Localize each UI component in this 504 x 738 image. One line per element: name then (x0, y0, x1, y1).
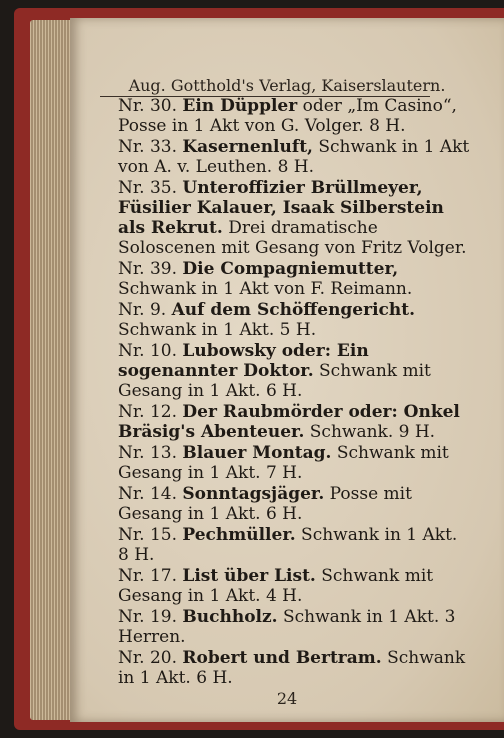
entry-description: Schwank mit Gesang in 1 Akt. 4 H. (118, 566, 434, 606)
entry-number: Nr. 20. (118, 648, 177, 668)
entry-title: Lubowsky oder: Ein sogenannter Doktor. (118, 341, 369, 381)
entry-number: Nr. 30. (118, 96, 177, 116)
entry-title: Unteroffizier Brüllmeyer, Füsilier Kalauer, Isaak Silberstein als Rekrut. (118, 178, 444, 238)
catalog-entry (118, 525, 470, 565)
entry-title: Robert und Bertram. (182, 648, 382, 668)
entry-title: List über List. (182, 566, 316, 586)
entry-description: Schwank in 1 Akt. 5 H. (118, 320, 317, 340)
running-header: Aug. Gotthold's Verlag, Kaiserslautern. (128, 76, 446, 95)
entry-title: Die Compagniemutter, (182, 259, 399, 279)
entry-number: Nr. 19. (118, 607, 177, 627)
entry-description: Schwank in 1 Akt. 3 Herren. (118, 607, 456, 647)
entry-description: Schwank mit Gesang in 1 Akt. 7 H. (118, 443, 449, 483)
entry-title: Kasernenluft, (182, 137, 313, 157)
entry-title: Buchholz. (182, 607, 278, 627)
catalog-entry (118, 607, 470, 647)
catalog-entry (118, 96, 470, 136)
catalog-entry (118, 300, 470, 340)
entry-description: oder „Im Casino“, Posse in 1 Akt von G. Volger. 8 H. (118, 96, 457, 136)
entry-number: Nr. 9. (118, 300, 167, 320)
entry-number: Nr. 35. (118, 178, 177, 198)
entry-description: Schwank in 1 Akt. 6 H. (118, 648, 466, 688)
catalog-entry (118, 259, 470, 299)
catalog-entry (118, 402, 470, 442)
entry-number: Nr. 13. (118, 443, 177, 463)
entry-description: Posse mit Gesang in 1 Akt. 6 H. (118, 484, 412, 524)
entry-title: Auf dem Schöffengericht. (171, 300, 416, 320)
entry-number: Nr. 33. (118, 137, 177, 157)
entry-description: Schwank in 1 Akt. 8 H. (118, 525, 458, 565)
entry-title: Blauer Montag. (182, 443, 332, 463)
catalog-entry (118, 648, 470, 688)
entry-title: Der Raubmörder oder: Onkel Bräsig's Abenteuer. (118, 402, 460, 442)
entry-description: Schwank mit Gesang in 1 Akt. 6 H. (118, 361, 431, 401)
entry-title: Pechmüller. (182, 525, 296, 545)
entry-description: Schwank in 1 Akt von A. v. Leuthen. 8 H. (118, 137, 470, 177)
entry-title: Ein Düppler (182, 96, 298, 116)
catalog-entry (118, 443, 470, 483)
entry-number: Nr. 15. (118, 525, 177, 545)
entry-title: Sonntagsjäger. (182, 484, 325, 504)
catalog-list (118, 96, 470, 689)
catalog-entry (118, 341, 470, 401)
entry-number: Nr. 39. (118, 259, 177, 279)
catalog-entry (118, 137, 470, 177)
entry-number: Nr. 14. (118, 484, 177, 504)
entry-number: Nr. 10. (118, 341, 177, 361)
entry-description: Drei dramatische Soloscenen mit Gesang von Fritz Volger. (118, 218, 467, 258)
catalog-entry (118, 484, 470, 524)
catalog-entry (118, 178, 470, 258)
entry-description: Schwank in 1 Akt von F. Reimann. (118, 279, 413, 299)
page-number: 24 (276, 689, 298, 708)
entry-description: Schwank. 9 H. (309, 422, 436, 442)
entry-number: Nr. 17. (118, 566, 177, 586)
entry-number: Nr. 12. (118, 402, 177, 422)
catalog-entry (118, 566, 470, 606)
